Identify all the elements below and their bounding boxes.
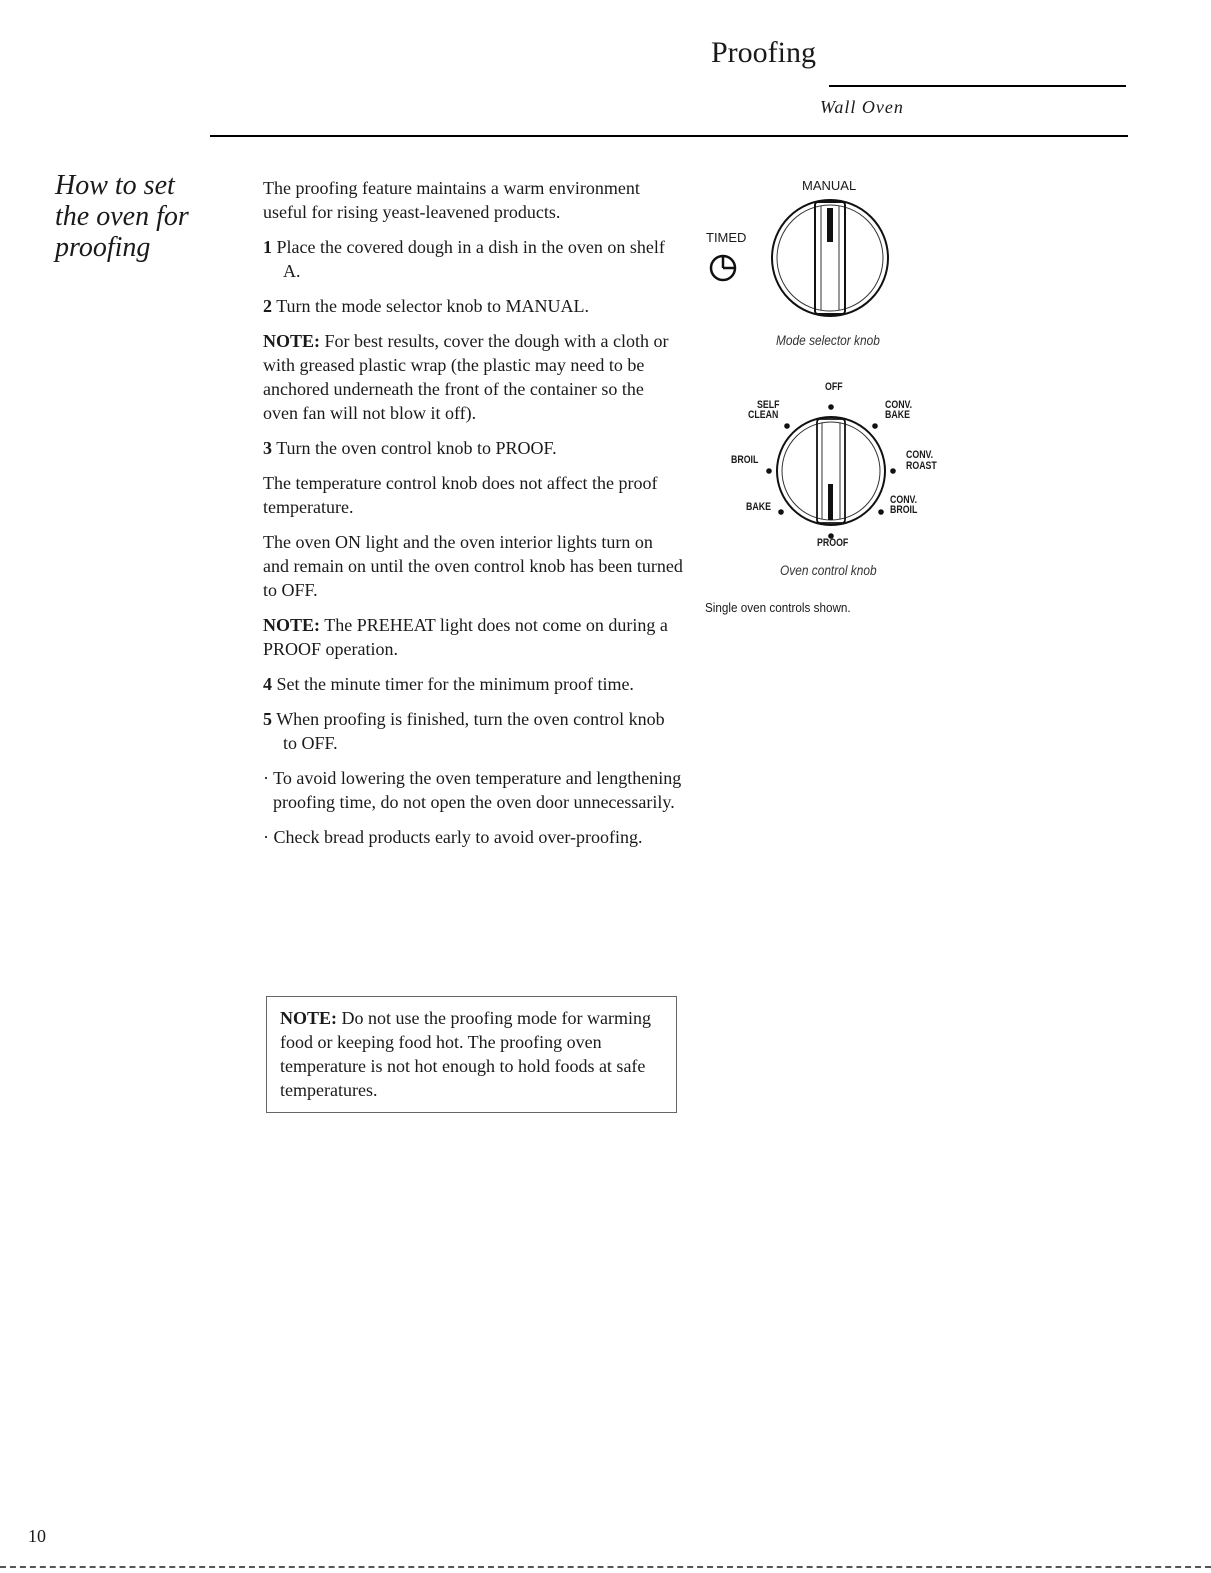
step-number: 2 (263, 296, 272, 316)
lights-paragraph: The oven ON light and the oven interior lights turn on and remain on until the oven control knob has been turned to OFF. (263, 532, 683, 600)
knob-label-broil: BROIL (731, 454, 759, 466)
knob-label-clean: CLEAN (748, 409, 779, 421)
step-4 (263, 672, 683, 696)
position-dot (828, 404, 834, 410)
knob-label-self: SELF (757, 399, 780, 411)
step-number: 3 (263, 438, 272, 458)
note-label: NOTE: (280, 1008, 338, 1028)
note-text: Do not use the proofing mode for warming food or keeping food hot. The proofing oven temperature is not hot enough to hold foods at safe temperatures. (280, 1008, 651, 1100)
step-2 (263, 294, 683, 318)
side-heading-line: proofing (55, 232, 151, 263)
side-heading (55, 170, 189, 263)
oven-control-figure (700, 378, 960, 583)
position-dot (890, 468, 896, 474)
position-dot (778, 509, 784, 515)
step-number: 1 (263, 237, 272, 257)
note-paragraph (263, 329, 683, 425)
knob-label-proof: PROOF (817, 537, 849, 549)
note-text: For best results, cover the dough with a cloth or with greased plastic wrap (the plastic may need to be anchored underneath the front of the container so the oven fan will not blow it off). (263, 331, 669, 423)
title-rule (829, 85, 1126, 87)
mode-selector-figure (700, 170, 960, 360)
step-text: Place the covered dough in a dish in the oven on shelf A. (276, 237, 665, 281)
mode-selector-knob (768, 196, 892, 320)
knob-label-manual: MANUAL (802, 178, 857, 193)
page-title: Proofing (711, 36, 816, 69)
step-text: Turn the mode selector knob to MANUAL. (276, 296, 589, 316)
tip-bullet: · Check bread products early to avoid over-proofing. (263, 827, 643, 847)
header-rule (210, 135, 1128, 137)
bottom-divider (0, 1566, 1211, 1568)
knob-label-conv-bake: CONV. (885, 399, 913, 411)
knob-label-bake: BAKE (746, 501, 771, 513)
temperature-paragraph: The temperature control knob does not affect the proof temperature. (263, 473, 658, 517)
step-text: Turn the oven control knob to PROOF. (276, 438, 557, 458)
figure-footnote: Single oven controls shown. (705, 600, 851, 615)
step-number: 5 (263, 709, 272, 729)
position-dot (878, 509, 884, 515)
warning-note-box (266, 996, 677, 1113)
knob-label-conv-roast: CONV. (906, 449, 934, 461)
step-1 (263, 235, 683, 283)
side-heading-line: the oven for (55, 201, 189, 232)
note-paragraph (263, 613, 683, 661)
instructions-column (263, 176, 683, 860)
section-label: Wall Oven (820, 97, 904, 117)
position-dot (784, 423, 790, 429)
step-5 (263, 707, 683, 755)
knob-label-off: OFF (825, 381, 843, 393)
knob-label-conv-broil: BROIL (890, 504, 918, 516)
knob-label-conv-bake: BAKE (885, 409, 910, 421)
note-label: NOTE: (263, 615, 321, 635)
step-number: 4 (263, 674, 272, 694)
note-text: The PREHEAT light does not come on during a PROOF operation. (263, 615, 668, 659)
step-text: When proofing is finished, turn the oven control knob to OFF. (276, 709, 665, 753)
intro-paragraph: The proofing feature maintains a warm environment useful for rising yeast-leavened products. (263, 178, 640, 222)
page-number: 10 (28, 1526, 46, 1546)
knob-label-conv-broil: CONV. (890, 494, 918, 506)
position-dot (872, 423, 878, 429)
mode-knob-caption: Mode selector knob (776, 332, 880, 348)
control-knob-caption: Oven control knob (780, 562, 877, 578)
note-label: NOTE: (263, 331, 321, 351)
tip-bullet: · To avoid lowering the oven temperature and lengthening proofing time, do not open the oven door unnecessarily. (263, 768, 682, 812)
knob-label-conv-roast: ROAST (906, 460, 937, 472)
step-3 (263, 436, 683, 460)
clock-icon (708, 252, 738, 284)
side-heading-line: How to set (55, 170, 175, 201)
position-dot (766, 468, 772, 474)
knob-label-timed: TIMED (706, 230, 747, 245)
step-text: Set the minute timer for the minimum proof time. (276, 674, 634, 694)
